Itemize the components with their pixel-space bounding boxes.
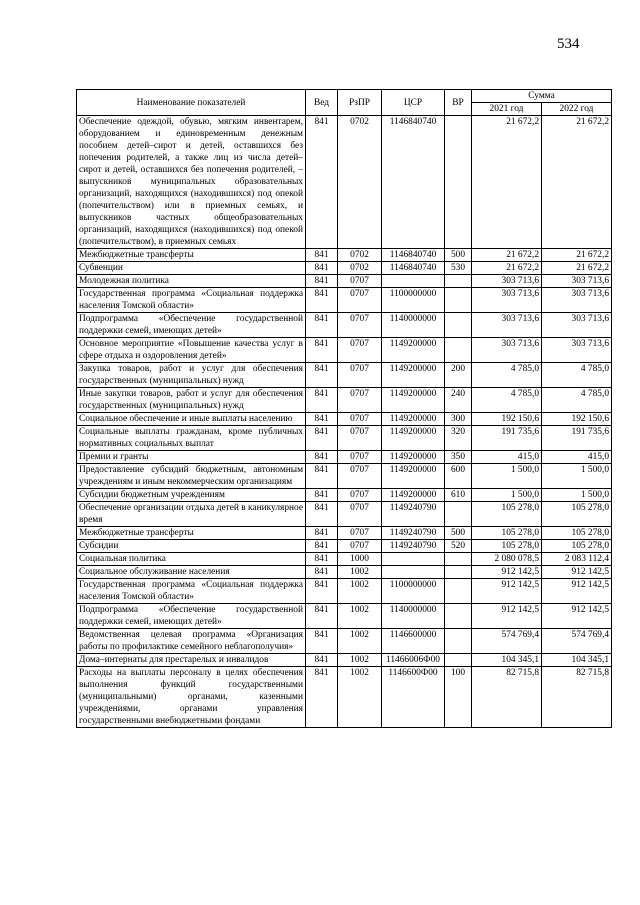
row-csr: 1149200000 <box>382 426 445 451</box>
row-csr: 1149240790 <box>382 527 445 540</box>
row-rzpr: 0702 <box>338 116 382 249</box>
row-sum-2022: 105 278,0 <box>542 540 612 553</box>
row-vr <box>445 654 472 667</box>
row-name: Обеспечение одеждой, обувью, мягким инвентарем, оборудованием и единовременным денежным пособием детей–сирот и детей, оставшихся без попечения родителей, а также лиц из числа детей–сирот и детей, оставшихся без попечения родителей, – выпускников муниципальных образовательных организаций, находящихся (находившихся) под опекой (попечительством) или в приемных семьях, и выпускников частных общеобразовательных организаций, находящихся (находившихся) под опекой (попечительством), в приемных семьях <box>77 116 306 249</box>
row-sum-2021: 192 150,6 <box>472 413 542 426</box>
row-csr: 1140000000 <box>382 313 445 338</box>
row-ved: 841 <box>306 363 338 388</box>
row-rzpr: 0707 <box>338 388 382 413</box>
row-sum-2021: 912 142,5 <box>472 604 542 629</box>
row-ved: 841 <box>306 464 338 489</box>
row-vr: 350 <box>445 451 472 464</box>
row-vr <box>445 288 472 313</box>
row-ved: 841 <box>306 527 338 540</box>
header-ved: Вед <box>306 90 338 116</box>
row-name: Предоставление субсидий бюджетным, автономным учреждениям и иным некоммерческим организациям <box>77 464 306 489</box>
row-csr: 1146600Ф00 <box>382 667 445 728</box>
row-rzpr: 0707 <box>338 313 382 338</box>
row-ved: 841 <box>306 288 338 313</box>
row-sum-2021: 105 278,0 <box>472 527 542 540</box>
row-csr: 1100000000 <box>382 579 445 604</box>
row-ved: 841 <box>306 275 338 288</box>
row-sum-2022: 82 715,8 <box>542 667 612 728</box>
header-rzpr: РзПР <box>338 90 382 116</box>
row-sum-2022: 912 142,5 <box>542 579 612 604</box>
row-csr <box>382 275 445 288</box>
row-ved: 841 <box>306 502 338 527</box>
row-rzpr: 0707 <box>338 464 382 489</box>
table-row <box>77 451 612 464</box>
row-sum-2021: 105 278,0 <box>472 540 542 553</box>
row-rzpr: 0707 <box>338 338 382 363</box>
row-vr: 500 <box>445 249 472 262</box>
row-name: Подпрограмма «Обеспечение государственной поддержки семей, имеющих детей» <box>77 313 306 338</box>
row-vr <box>445 502 472 527</box>
row-sum-2022: 21 672,2 <box>542 249 612 262</box>
row-sum-2022: 191 735,6 <box>542 426 612 451</box>
header-csr: ЦСР <box>382 90 445 116</box>
row-rzpr: 0707 <box>338 363 382 388</box>
row-sum-2021: 303 713,6 <box>472 288 542 313</box>
row-name: Социальная политика <box>77 553 306 566</box>
row-sum-2022: 303 713,6 <box>542 275 612 288</box>
row-sum-2021: 1 500,0 <box>472 489 542 502</box>
row-sum-2021: 104 345,1 <box>472 654 542 667</box>
table-row <box>77 388 612 413</box>
row-sum-2021: 105 278,0 <box>472 502 542 527</box>
row-vr <box>445 629 472 654</box>
row-ved: 841 <box>306 579 338 604</box>
row-csr: 1149240790 <box>382 502 445 527</box>
table-row <box>77 249 612 262</box>
row-vr <box>445 275 472 288</box>
row-sum-2022: 303 713,6 <box>542 288 612 313</box>
row-ved: 841 <box>306 489 338 502</box>
row-ved: 841 <box>306 604 338 629</box>
row-ved: 841 <box>306 338 338 363</box>
row-sum-2021: 912 142,5 <box>472 579 542 604</box>
table-body <box>77 116 612 728</box>
row-name: Дома–интернаты для престарелых и инвалидов <box>77 654 306 667</box>
row-name: Расходы на выплаты персоналу в целях обеспечения выполнения функций государственными (муниципальными) органами, казенными учреждениями, органами управления государственными внебюджетными фондами <box>77 667 306 728</box>
table-row <box>77 540 612 553</box>
row-sum-2021: 4 785,0 <box>472 388 542 413</box>
row-csr: 1140000000 <box>382 604 445 629</box>
header-row-top <box>77 90 612 103</box>
table-row <box>77 275 612 288</box>
row-name: Государственная программа «Социальная поддержка населения Томской области» <box>77 288 306 313</box>
row-sum-2021: 21 672,2 <box>472 116 542 249</box>
row-name: Закупка товаров, работ и услуг для обеспечения государственных (муниципальных) нужд <box>77 363 306 388</box>
row-sum-2021: 912 142,5 <box>472 566 542 579</box>
row-ved: 841 <box>306 249 338 262</box>
row-name: Субсидии <box>77 540 306 553</box>
row-sum-2022: 303 713,6 <box>542 338 612 363</box>
row-ved: 841 <box>306 553 338 566</box>
row-sum-2022: 912 142,5 <box>542 604 612 629</box>
row-rzpr: 1002 <box>338 566 382 579</box>
row-csr: 1149200000 <box>382 363 445 388</box>
budget-table <box>76 89 612 728</box>
row-sum-2021: 303 713,6 <box>472 313 542 338</box>
row-csr: 1149200000 <box>382 451 445 464</box>
row-sum-2021: 191 735,6 <box>472 426 542 451</box>
row-ved: 841 <box>306 540 338 553</box>
row-vr: 610 <box>445 489 472 502</box>
row-sum-2021: 4 785,0 <box>472 363 542 388</box>
row-ved: 841 <box>306 629 338 654</box>
table-row <box>77 489 612 502</box>
row-rzpr: 1002 <box>338 629 382 654</box>
row-rzpr: 0707 <box>338 502 382 527</box>
row-sum-2022: 303 713,6 <box>542 313 612 338</box>
row-name: Межбюджетные трансферты <box>77 249 306 262</box>
row-ved: 841 <box>306 388 338 413</box>
row-ved: 841 <box>306 451 338 464</box>
row-csr: 1146840740 <box>382 262 445 275</box>
page-number: 534 <box>557 36 580 52</box>
table-row <box>77 654 612 667</box>
row-name: Ведомственная целевая программа «Организация работы по профилактике семейного неблагополучия» <box>77 629 306 654</box>
row-vr <box>445 579 472 604</box>
row-rzpr: 0702 <box>338 262 382 275</box>
row-ved: 841 <box>306 426 338 451</box>
row-sum-2022: 21 672,2 <box>542 116 612 249</box>
row-sum-2022: 2 083 112,4 <box>542 553 612 566</box>
row-sum-2021: 21 672,2 <box>472 262 542 275</box>
row-csr: 1149200000 <box>382 464 445 489</box>
table-row <box>77 413 612 426</box>
row-csr: 1149200000 <box>382 489 445 502</box>
table-row <box>77 426 612 451</box>
row-sum-2021: 574 769,4 <box>472 629 542 654</box>
row-rzpr: 0707 <box>338 451 382 464</box>
row-ved: 841 <box>306 566 338 579</box>
row-ved: 841 <box>306 116 338 249</box>
row-sum-2022: 912 142,5 <box>542 566 612 579</box>
row-sum-2021: 82 715,8 <box>472 667 542 728</box>
table-row <box>77 116 612 249</box>
row-ved: 841 <box>306 262 338 275</box>
row-name: Государственная программа «Социальная поддержка населения Томской области» <box>77 579 306 604</box>
row-csr: 1146840740 <box>382 249 445 262</box>
row-name: Иные закупки товаров, работ и услуг для обеспечения государственных (муниципальных) нужд <box>77 388 306 413</box>
row-vr <box>445 116 472 249</box>
row-vr: 500 <box>445 527 472 540</box>
row-rzpr: 0707 <box>338 489 382 502</box>
row-sum-2021: 303 713,6 <box>472 338 542 363</box>
row-ved: 841 <box>306 654 338 667</box>
row-csr: 1100000000 <box>382 288 445 313</box>
row-vr <box>445 313 472 338</box>
row-name: Социальные выплаты гражданам, кроме публичных нормативных социальных выплат <box>77 426 306 451</box>
row-vr: 300 <box>445 413 472 426</box>
row-vr <box>445 566 472 579</box>
row-sum-2022: 104 345,1 <box>542 654 612 667</box>
row-csr: 1149200000 <box>382 413 445 426</box>
row-sum-2021: 1 500,0 <box>472 464 542 489</box>
row-rzpr: 1000 <box>338 553 382 566</box>
row-vr <box>445 604 472 629</box>
row-sum-2022: 21 672,2 <box>542 262 612 275</box>
header-year-2022: 2022 год <box>542 103 612 116</box>
row-ved: 841 <box>306 413 338 426</box>
table-row <box>77 604 612 629</box>
row-csr <box>382 553 445 566</box>
row-vr: 100 <box>445 667 472 728</box>
row-sum-2021: 415,0 <box>472 451 542 464</box>
row-csr: 11466006Ф00 <box>382 654 445 667</box>
row-name: Молодежная политика <box>77 275 306 288</box>
row-vr: 520 <box>445 540 472 553</box>
header-year-2021: 2021 год <box>472 103 542 116</box>
row-name: Социальное обслуживание населения <box>77 566 306 579</box>
table-row <box>77 363 612 388</box>
table-row <box>77 566 612 579</box>
row-sum-2022: 574 769,4 <box>542 629 612 654</box>
row-name: Основное мероприятие «Повышение качества услуг в сфере отдыха и оздоровления детей» <box>77 338 306 363</box>
row-rzpr: 0707 <box>338 413 382 426</box>
row-sum-2021: 21 672,2 <box>472 249 542 262</box>
row-name: Социальное обеспечение и иные выплаты населению <box>77 413 306 426</box>
row-rzpr: 1002 <box>338 654 382 667</box>
row-vr: 240 <box>445 388 472 413</box>
table-row <box>77 288 612 313</box>
row-name: Субвенции <box>77 262 306 275</box>
row-name: Премии и гранты <box>77 451 306 464</box>
row-vr: 530 <box>445 262 472 275</box>
table-row <box>77 553 612 566</box>
row-vr: 320 <box>445 426 472 451</box>
row-sum-2022: 415,0 <box>542 451 612 464</box>
row-sum-2021: 2 080 078,5 <box>472 553 542 566</box>
row-csr: 1149200000 <box>382 338 445 363</box>
table-row <box>77 464 612 489</box>
table-row <box>77 579 612 604</box>
row-sum-2022: 4 785,0 <box>542 363 612 388</box>
row-sum-2022: 1 500,0 <box>542 489 612 502</box>
row-csr: 1149240790 <box>382 540 445 553</box>
row-sum-2022: 192 150,6 <box>542 413 612 426</box>
row-rzpr: 0707 <box>338 527 382 540</box>
row-ved: 841 <box>306 667 338 728</box>
table-row <box>77 338 612 363</box>
row-vr <box>445 553 472 566</box>
row-vr <box>445 338 472 363</box>
row-name: Обеспечение организации отдыха детей в каникулярное время <box>77 502 306 527</box>
row-name: Межбюджетные трансферты <box>77 527 306 540</box>
header-sum: Сумма <box>472 90 612 103</box>
row-name: Субсидии бюджетным учреждениям <box>77 489 306 502</box>
row-rzpr: 0707 <box>338 540 382 553</box>
row-rzpr: 0707 <box>338 275 382 288</box>
row-sum-2022: 105 278,0 <box>542 502 612 527</box>
header-name: Наименование показателей <box>77 90 306 116</box>
row-vr: 600 <box>445 464 472 489</box>
table-row <box>77 527 612 540</box>
row-rzpr: 1002 <box>338 667 382 728</box>
row-sum-2022: 105 278,0 <box>542 527 612 540</box>
row-ved: 841 <box>306 313 338 338</box>
header-vr: ВР <box>445 90 472 116</box>
row-sum-2022: 1 500,0 <box>542 464 612 489</box>
row-rzpr: 0702 <box>338 249 382 262</box>
row-sum-2021: 303 713,6 <box>472 275 542 288</box>
row-csr: 1146840740 <box>382 116 445 249</box>
row-csr: 1149200000 <box>382 388 445 413</box>
row-rzpr: 0707 <box>338 288 382 313</box>
row-csr: 1146600000 <box>382 629 445 654</box>
row-rzpr: 0707 <box>338 426 382 451</box>
row-rzpr: 1002 <box>338 579 382 604</box>
row-csr <box>382 566 445 579</box>
row-name: Подпрограмма «Обеспечение государственной поддержки семей, имеющих детей» <box>77 604 306 629</box>
row-vr: 200 <box>445 363 472 388</box>
row-sum-2022: 4 785,0 <box>542 388 612 413</box>
table-row <box>77 262 612 275</box>
table-row <box>77 502 612 527</box>
table-row <box>77 313 612 338</box>
table-row <box>77 629 612 654</box>
table-row <box>77 667 612 728</box>
row-rzpr: 1002 <box>338 604 382 629</box>
